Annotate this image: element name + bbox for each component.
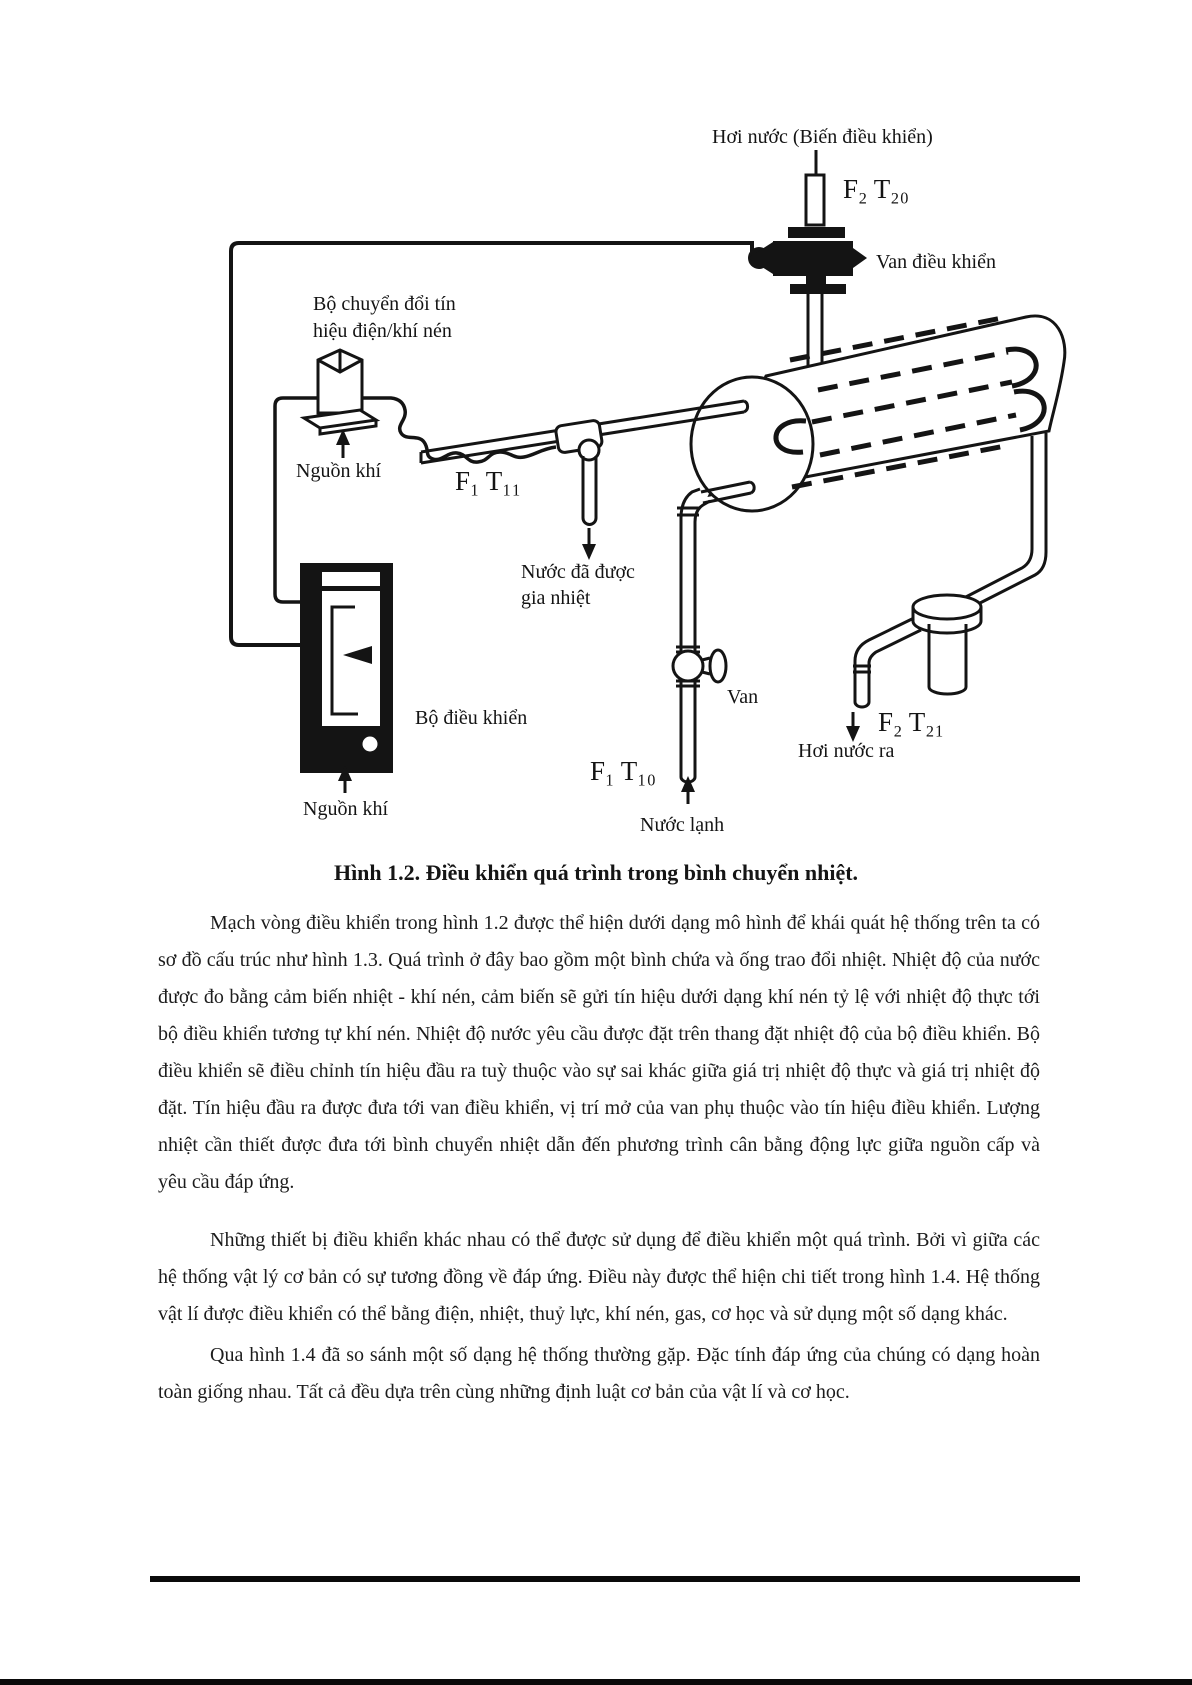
converter-label-line1: Bộ chuyển đổi tín	[313, 293, 456, 315]
steam-outlet-line	[853, 433, 1046, 707]
heated-water-arrow	[582, 528, 596, 560]
heated-water-label-line2: gia nhiệt	[521, 587, 591, 609]
signal-converter	[304, 350, 376, 434]
cold-water-label: Nước lạnh	[640, 814, 725, 836]
f2-t20-label: F₂ T₂₀	[843, 174, 910, 204]
air-supply-top-label: Nguồn khí	[296, 460, 381, 482]
controller-label: Bộ điều khiển	[415, 707, 528, 729]
air-supply-arrow-top	[336, 429, 350, 458]
f1-t10-label: F₁ T₁₀	[590, 756, 657, 786]
paragraph-1: Mạch vòng điều khiển trong hình 1.2 được thể hiện dưới dạng mô hình để khái quát hệ thống trên ta có sơ đồ cấu trúc như hình 1.3. Quá trình ở đây bao gồm một bình chứa và ống trao đổi nhiệt. Nhiệt độ của nước được đo bằng cảm biến nhiệt - khí nén, cảm biến sẽ gửi tín hiệu dưới dạng khí nén tỷ lệ với nhiệt độ thực tới bộ điều khiển tương tự khí nén. Nhiệt độ nước yêu cầu được đặt trên thang đặt nhiệt độ của bộ điều khiển. Bộ điều khiển sẽ điều chỉnh tín hiệu đầu ra tuỳ thuộc vào sự sai khác giữa giá trị nhiệt độ thực và giá trị nhiệt độ đặt. Tín hiệu đầu ra được đưa tới van điều khiển, vị trí mở của van phụ thuộc vào tín hiệu điều khiển. Lượng nhiệt cần thiết được đưa tới bình chuyển nhiệt dẫn đến phương trình cân bằng động lực giữa nguồn cấp và yêu cầu đáp ứng.	[158, 912, 1040, 1193]
paragraph-3: Qua hình 1.4 đã so sánh một số dạng hệ thống thường gặp. Đặc tính đáp ứng của chúng có dạng hoàn toàn giống nhau. Tất cả đều dựa trên cùng những định luật cơ bản của vật lí và cơ học.	[158, 1344, 1040, 1403]
steam-in-label: Hơi nước (Biến điều khiển)	[712, 126, 933, 148]
steam-trap	[913, 595, 981, 694]
footer-rule	[150, 1576, 1080, 1582]
controller-knob	[363, 737, 378, 752]
paragraph-2: Những thiết bị điều khiển khác nhau có thể được sử dụng để điều khiển một quá trình. Bởi vì giữa các hệ thống vật lý cơ bản có sự tương đồng về đáp ứng. Điều này được thể hiện chi tiết trong hình 1.4. Hệ thống vật lí được điều khiển có thể bằng điện, nhiệt, thuỷ lực, khí nén, gas, cơ học và sử dụng một số dạng khác.	[158, 1229, 1040, 1325]
hand-valve	[673, 651, 703, 681]
f2-t21-label: F₂ T₂₁	[878, 707, 945, 737]
steam-out-arrow	[846, 712, 860, 742]
hand-valve-wheel	[710, 650, 726, 682]
f1-t11-label: F₁ T₁₁	[455, 466, 522, 496]
heated-water-label-line1: Nước đã được	[521, 561, 635, 583]
air-supply-bottom-label: Nguồn khí	[303, 798, 388, 820]
heat-exchanger	[691, 316, 1065, 511]
control-valve-label: Van điều khiển	[876, 251, 996, 273]
valve-outlet-pipe	[808, 294, 822, 366]
cold-water-line	[673, 489, 726, 782]
steam-inlet-pipe	[806, 175, 824, 225]
converter-label-line2: hiệu điện/khí nén	[313, 320, 452, 342]
page-bottom-edge	[0, 1679, 1192, 1685]
body-text	[158, 905, 1040, 1411]
converter-base	[304, 410, 376, 428]
steam-out-label: Hơi nước ra	[798, 740, 895, 762]
figure-caption: Hình 1.2. Điều khiển quá trình trong bình chuyển nhiệt.	[333, 860, 859, 885]
controller	[300, 563, 393, 773]
hand-valve-label: Van	[727, 686, 759, 708]
